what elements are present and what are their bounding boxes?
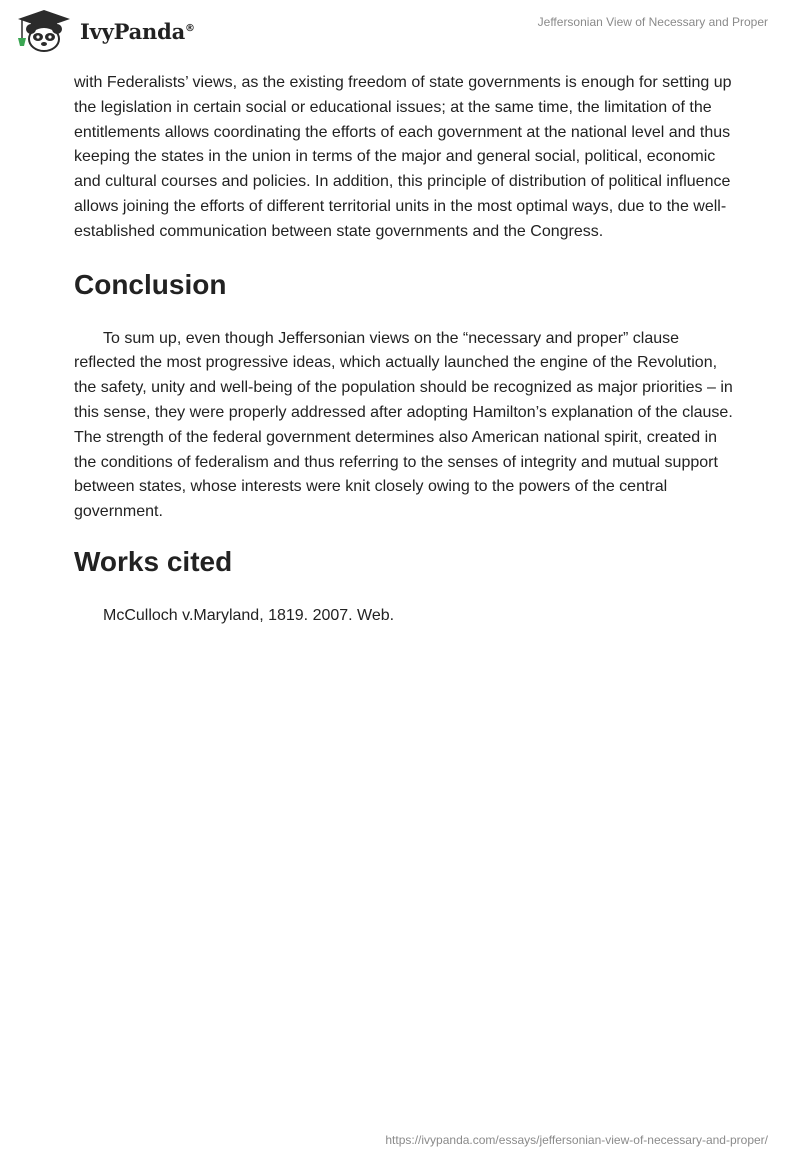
conclusion-paragraph: To sum up, even though Jeffersonian views on the “necessary and proper” clause reflected the most progressive ideas, which actually launched the engine of the Revolution, the safety, unity and well-being of the population should be recognized as major priorities – in this sense, they were properly addressed after adopting Hamilton’s explanation of the clause. The strength of the federal government determines also American national spirit, created in the conditions of federalism and thus referring to the senses of integrity and mutual support between states, whose interests were knit closely owing to the powers of the central government. bbox=[74, 329, 733, 521]
page-header bbox=[0, 0, 800, 70]
source-url-link[interactable]: https://ivypanda.com/essays/jeffersonian-view-of-necessary-and-proper/ bbox=[385, 1133, 768, 1147]
essay-body bbox=[74, 71, 734, 629]
registered-mark: ® bbox=[185, 22, 195, 34]
works-cited-heading: Works cited bbox=[74, 545, 233, 577]
intro-paragraph: with Federalists’ views, as the existing freedom of state governments is enough for setting up the legislation in certain social or educational issues; at the same time, the limitation of the entitlements allows coordinating the efforts of each government at the national level and thus keeping the states in the union in terms of the major and general social, political, economic and cultural courses and policies. In addition, this principle of distribution of political influence allows joining the efforts of different territorial units in the most optimal ways, due to the well-established communication between state governments and the Congress. bbox=[74, 74, 732, 240]
running-title: Jeffersonian View of Necessary and Proper bbox=[537, 15, 768, 29]
ivypanda-logo[interactable] bbox=[14, 8, 195, 52]
conclusion-heading: Conclusion bbox=[74, 268, 227, 300]
panda-graduate-icon bbox=[14, 8, 74, 52]
citation-item: McCulloch v.Maryland, 1819. 2007. Web. bbox=[103, 606, 395, 624]
logo-wordmark: IvyPanda® bbox=[80, 18, 195, 44]
